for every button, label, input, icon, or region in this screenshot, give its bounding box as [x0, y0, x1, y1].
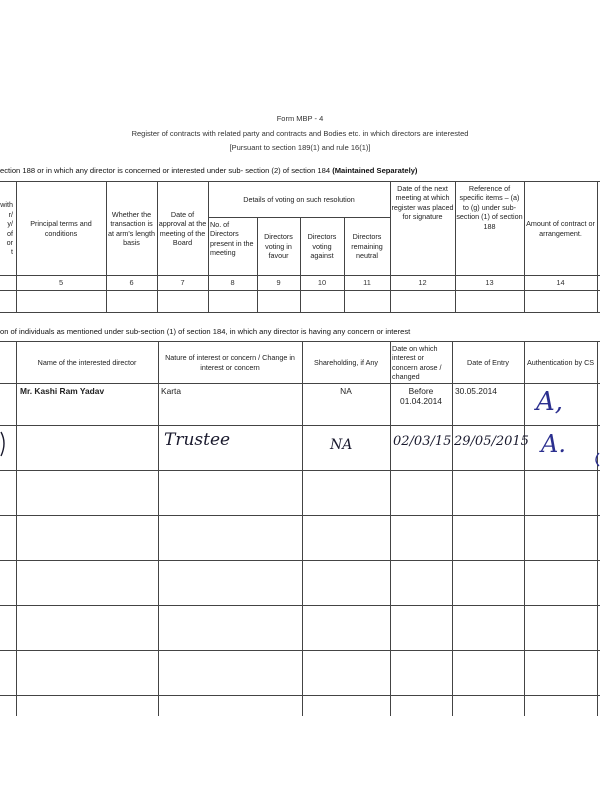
- partial-paren-mark: [0, 430, 10, 460]
- part-two-title: on of individuals as mentioned under sub-section (1) of section 184, in which any director is having any concern or interest: [0, 327, 411, 336]
- header-nature: Nature of interest or concern / Change in interest or concern: [165, 353, 295, 372]
- row2-auth-signature: A.: [541, 430, 566, 458]
- row2-shareholding: NA: [330, 437, 353, 453]
- header-next-meeting: Date of the next meeting at which register was placed for signature: [391, 184, 454, 222]
- rule: [0, 515, 600, 516]
- row1-auth-signature: A,: [536, 387, 564, 417]
- header-date-of-approval: Date of approval at the meeting of the Board: [158, 209, 207, 247]
- rule: [597, 181, 598, 312]
- header-voting-in-favour: Directors voting in favour: [264, 232, 293, 261]
- header-voting-against: Directors voting against: [307, 232, 337, 261]
- header-date-of-entry: Date of Entry: [467, 357, 509, 367]
- header-remaining-neutral: Directors remaining neutral: [351, 232, 383, 261]
- part-one-title-bold: (Maintained Separately): [332, 166, 418, 175]
- row1-shareholding: NA: [340, 386, 352, 396]
- rule: [0, 650, 600, 651]
- column-number: 7: [180, 278, 185, 288]
- column-number: 8: [230, 278, 235, 288]
- header-col-a: with r/ y/ of or t: [0, 200, 13, 257]
- header-no-of-directors: No. of Directors present in the meeting: [210, 220, 254, 258]
- rule: [524, 341, 525, 716]
- column-number: 5: [58, 278, 64, 288]
- header-principal-terms: Principal terms and conditions: [30, 219, 92, 238]
- header-arms-length: Whether the transaction is at arm's length basis: [108, 209, 155, 247]
- column-number: 6: [129, 278, 134, 288]
- row1-name: Mr. Kashi Ram Yadav: [20, 386, 105, 396]
- column-number: 12: [418, 278, 427, 288]
- part-one-title-text: ection 188 or in which any director is concerned or interested under sub- section (2) of section 184: [0, 166, 333, 175]
- column-number: 13: [485, 278, 494, 288]
- rule: [0, 695, 600, 696]
- header-name: Name of the interested director: [37, 357, 137, 367]
- rule: [0, 560, 600, 561]
- edge-ink-mark: [593, 452, 600, 468]
- row1-date-of-entry: 30.05.2014: [455, 386, 497, 396]
- form-number: Form MBP - 4: [276, 114, 324, 123]
- form-subtitle: [Pursuant to section 189(1) and rule 16(1)]: [229, 143, 371, 152]
- column-number: 10: [317, 278, 327, 288]
- row1-date-arose: Before 01.04.2014: [400, 386, 442, 406]
- header-authentication: Authentication by CS: [526, 357, 595, 367]
- rule: [0, 470, 600, 471]
- part-one-title: [0, 166, 417, 175]
- header-amount: Amount of contract or arrangement.: [526, 219, 595, 238]
- rule: [0, 425, 600, 426]
- column-number: 14: [556, 278, 565, 288]
- form-title: Register of contracts with related party and contracts and Bodies etc. in which directors are interested: [131, 129, 469, 138]
- header-voting-details: Details of voting on such resolution: [243, 194, 355, 204]
- header-reference-items: Reference of specific items – (a) to (g) under sub-section (1) of section 188: [456, 184, 523, 231]
- row2-date-arose: 02/03/15: [393, 434, 452, 449]
- column-number: 9: [276, 278, 281, 288]
- rule: [597, 341, 598, 716]
- header-date-arose: Date on which interest or concern arose / changed: [392, 343, 442, 381]
- row2-date-of-entry: 29/05/2015: [454, 434, 529, 449]
- rule: [0, 312, 600, 313]
- row2-nature: Trustee: [164, 430, 231, 450]
- rule: [0, 605, 600, 606]
- column-number: 11: [363, 278, 371, 288]
- row1-nature: Karta: [161, 386, 182, 396]
- header-shareholding: Shareholding, if Any: [314, 357, 378, 367]
